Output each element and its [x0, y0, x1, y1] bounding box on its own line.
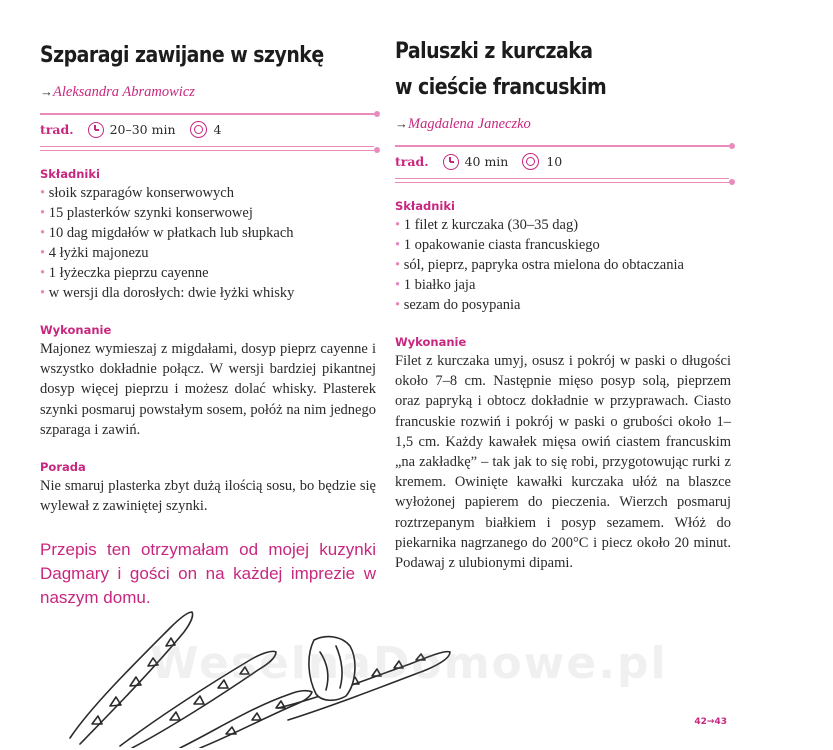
list-item: • 10 dag migdałów w płatkach lub słupkach: [40, 223, 376, 243]
page-numbers: 42→43: [694, 717, 727, 727]
list-item: • sezam do posypania: [395, 295, 731, 315]
divider: [395, 182, 729, 184]
list-item: • słoik szparagów konserwowych: [40, 183, 376, 203]
method-heading: Wykonanie: [40, 323, 112, 337]
method-heading: Wykonanie: [395, 335, 467, 349]
author-line: [40, 84, 376, 101]
clock-icon: [88, 122, 104, 138]
recipe-left: [40, 38, 376, 610]
portions-icon: [190, 121, 207, 138]
divider-dot: [729, 143, 735, 149]
ingredients-list: [395, 215, 731, 315]
list-item: • 1 białko jaja: [395, 275, 731, 295]
portions-count: 4: [213, 122, 222, 137]
difficulty-label: trad.: [395, 154, 429, 169]
divider: [40, 150, 374, 152]
arrow-icon: →: [40, 84, 53, 99]
divider-dot: [729, 179, 735, 185]
personal-note: Przepis ten otrzymałam od mojej kuzynki Dagmary i gości on na każdej imprezie w naszym domu.: [40, 540, 376, 608]
recipe-title-line1: Paluszki z kurczaka: [395, 39, 593, 64]
recipe-right: [395, 34, 731, 573]
arrow-icon: →: [395, 116, 408, 131]
divider: [40, 146, 374, 148]
ingredients-heading: Składniki: [395, 199, 455, 213]
list-item: • 1 opakowanie ciasta francuskiego: [395, 235, 731, 255]
list-item: • 1 łyżeczka pieprzu cayenne: [40, 263, 376, 283]
tip-heading: Porada: [40, 460, 86, 475]
recipe-title: Szparagi zawijane w szynkę: [40, 43, 324, 68]
tip-text: Nie smaruj plasterka zbyt dużą ilością sosu, bo będzie się wylewał z zawiniętej szynki.: [40, 478, 376, 515]
method-text: Majonez wymieszaj z migdałami, dosyp pieprz cayenne i wszystko dokładnie połącz. W wersji bardziej pikantnej dosyp więcej pieprzu i możesz dolać whisky. Plasterek szynki posmaruj powstałym sosem, połóż na nim jednego szparaga i zawiń.: [40, 341, 376, 438]
recipe-meta: [40, 113, 376, 153]
list-item: • w wersji dla dorosłych: dwie łyżki whisky: [40, 283, 376, 303]
recipe-title-line2: w cieście francuskim: [395, 75, 607, 100]
ingredients-list: [40, 183, 376, 303]
author-name: Aleksandra Abramowicz: [53, 84, 195, 100]
clock-icon: [443, 154, 459, 170]
divider-dot: [374, 147, 380, 153]
divider: [395, 178, 729, 180]
prep-time: 20–30 min: [109, 122, 176, 137]
list-item: • 1 filet z kurczaka (30–35 dag): [395, 215, 731, 235]
author-line: [395, 116, 731, 133]
list-item: • sól, pieprz, papryka ostra mielona do obtaczania: [395, 255, 731, 275]
prep-time: 40 min: [464, 154, 509, 169]
divider-dot: [374, 111, 380, 117]
list-item: • 4 łyżki majonezu: [40, 243, 376, 263]
portions-count: 10: [546, 154, 563, 169]
author-name: Magdalena Janeczko: [408, 116, 531, 132]
difficulty-label: trad.: [40, 122, 74, 137]
watermark: WeselnaDomowe.pl: [150, 638, 668, 689]
list-item: • 15 plasterków szynki konserwowej: [40, 203, 376, 223]
method-text: Filet z kurczaka umyj, osusz i pokrój w paski o długości około 7–8 cm. Następnie mięso posyp solą, pieprzem oraz papryką i obtocz dokładnie w przyprawach. Ciasto francuskie rozwiń i pokrój w paski o grubości około 1–1,5 cm. Każdy kawałek mięsa owiń ciastem francuskim „na zakładkę” – tak jak to się robi, przygotowując rurki z kremem. Owinięte kawałki kurczaka ułóż na blaszce wyłożonej papierem do pieczenia. Wierzch posmaruj roztrzepanym białkiem i posyp sezamem. Włóż do piekarnika nagrzanego do 200°C i piecz około 20 minut. Podawaj z ulubionymi dipami.: [395, 353, 731, 572]
divider: [40, 113, 374, 115]
recipe-meta: [395, 145, 731, 185]
portions-icon: [522, 153, 539, 170]
ingredients-heading: Składniki: [40, 167, 100, 181]
divider: [395, 145, 729, 147]
